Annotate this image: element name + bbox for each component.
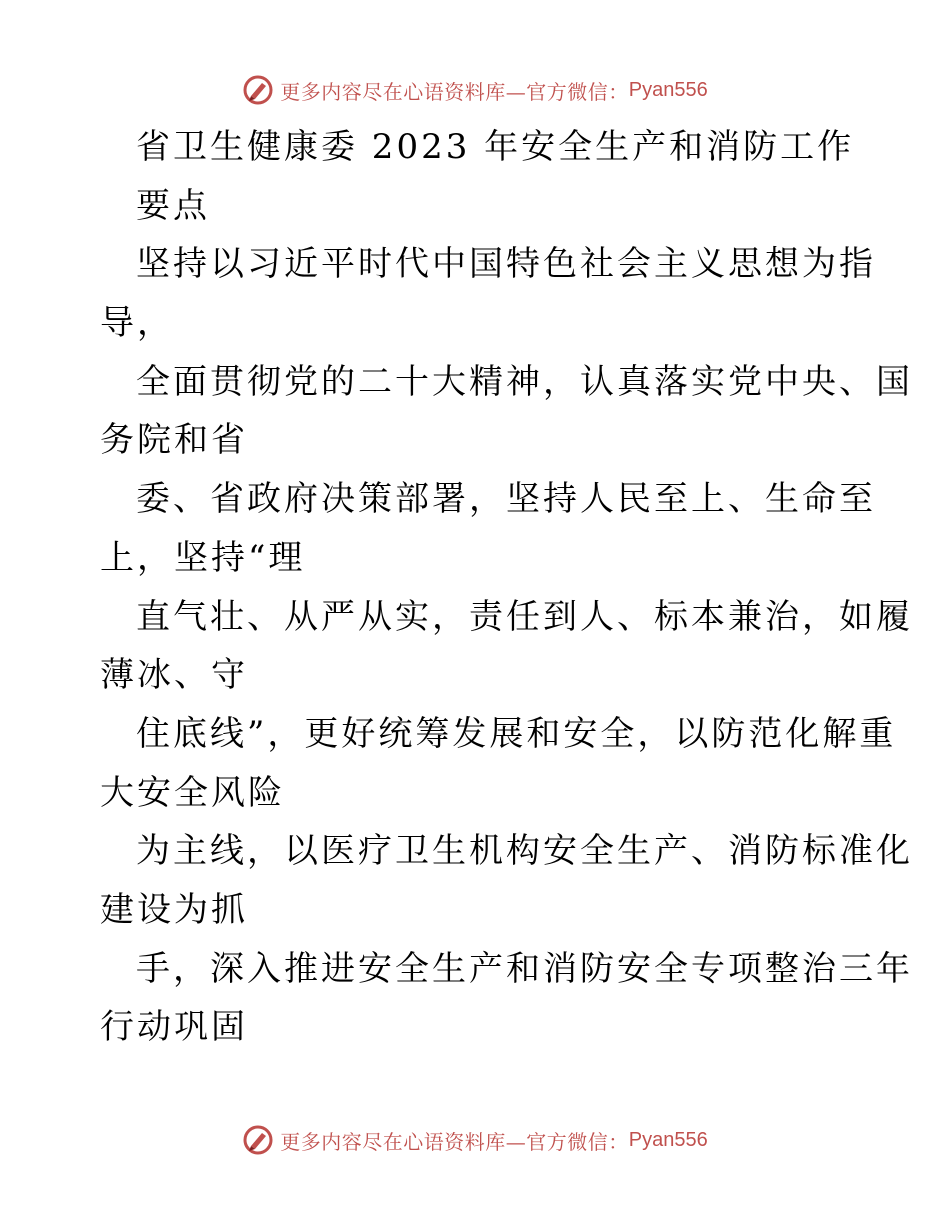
text-line: 要点 [136, 185, 210, 226]
text-line: 薄冰、守 [100, 655, 248, 696]
text-line: 大安全风险 [100, 772, 285, 813]
text-line: 住底线”，更好统筹发展和安全，以防范化解重 [136, 713, 897, 754]
text-line: 务院和省 [100, 420, 248, 461]
text-line: 行动巩固 [100, 1007, 248, 1048]
header-watermark [0, 70, 950, 110]
text-line: 坚持以习近平时代中国特色社会主义思想为指 [136, 244, 876, 285]
text-line: 建设为抓 [100, 889, 248, 930]
pen-logo-icon [242, 1124, 274, 1156]
text-line: 委、省政府决策部署，坚持人民至上、生命至 [136, 479, 876, 520]
text-line: 上，坚持“理 [100, 537, 306, 578]
text-line: 省卫生健康委 2023 年安全生产和消防工作 [136, 127, 855, 167]
text-line: 为主线，以医疗卫生机构安全生产、消防标准化 [136, 831, 913, 872]
document-body [100, 118, 913, 1057]
watermark-text: 更多内容尽在心语资料库—官方微信： [280, 79, 629, 104]
text-line: 全面贯彻党的二十大精神，认真落实党中央、国 [136, 361, 913, 402]
watermark-wechat-id: Pyan556 [628, 78, 708, 101]
text-line: 导， [100, 303, 174, 344]
watermark-text: 更多内容尽在心语资料库—官方微信： [280, 1129, 629, 1154]
footer-watermark [0, 1120, 950, 1160]
pen-logo-icon [242, 74, 274, 106]
text-line: 手，深入推进安全生产和消防安全专项整治三年 [136, 948, 913, 989]
watermark-wechat-id: Pyan556 [628, 1128, 708, 1151]
text-line: 直气壮、从严从实，责任到人、标本兼治，如履 [136, 596, 913, 637]
